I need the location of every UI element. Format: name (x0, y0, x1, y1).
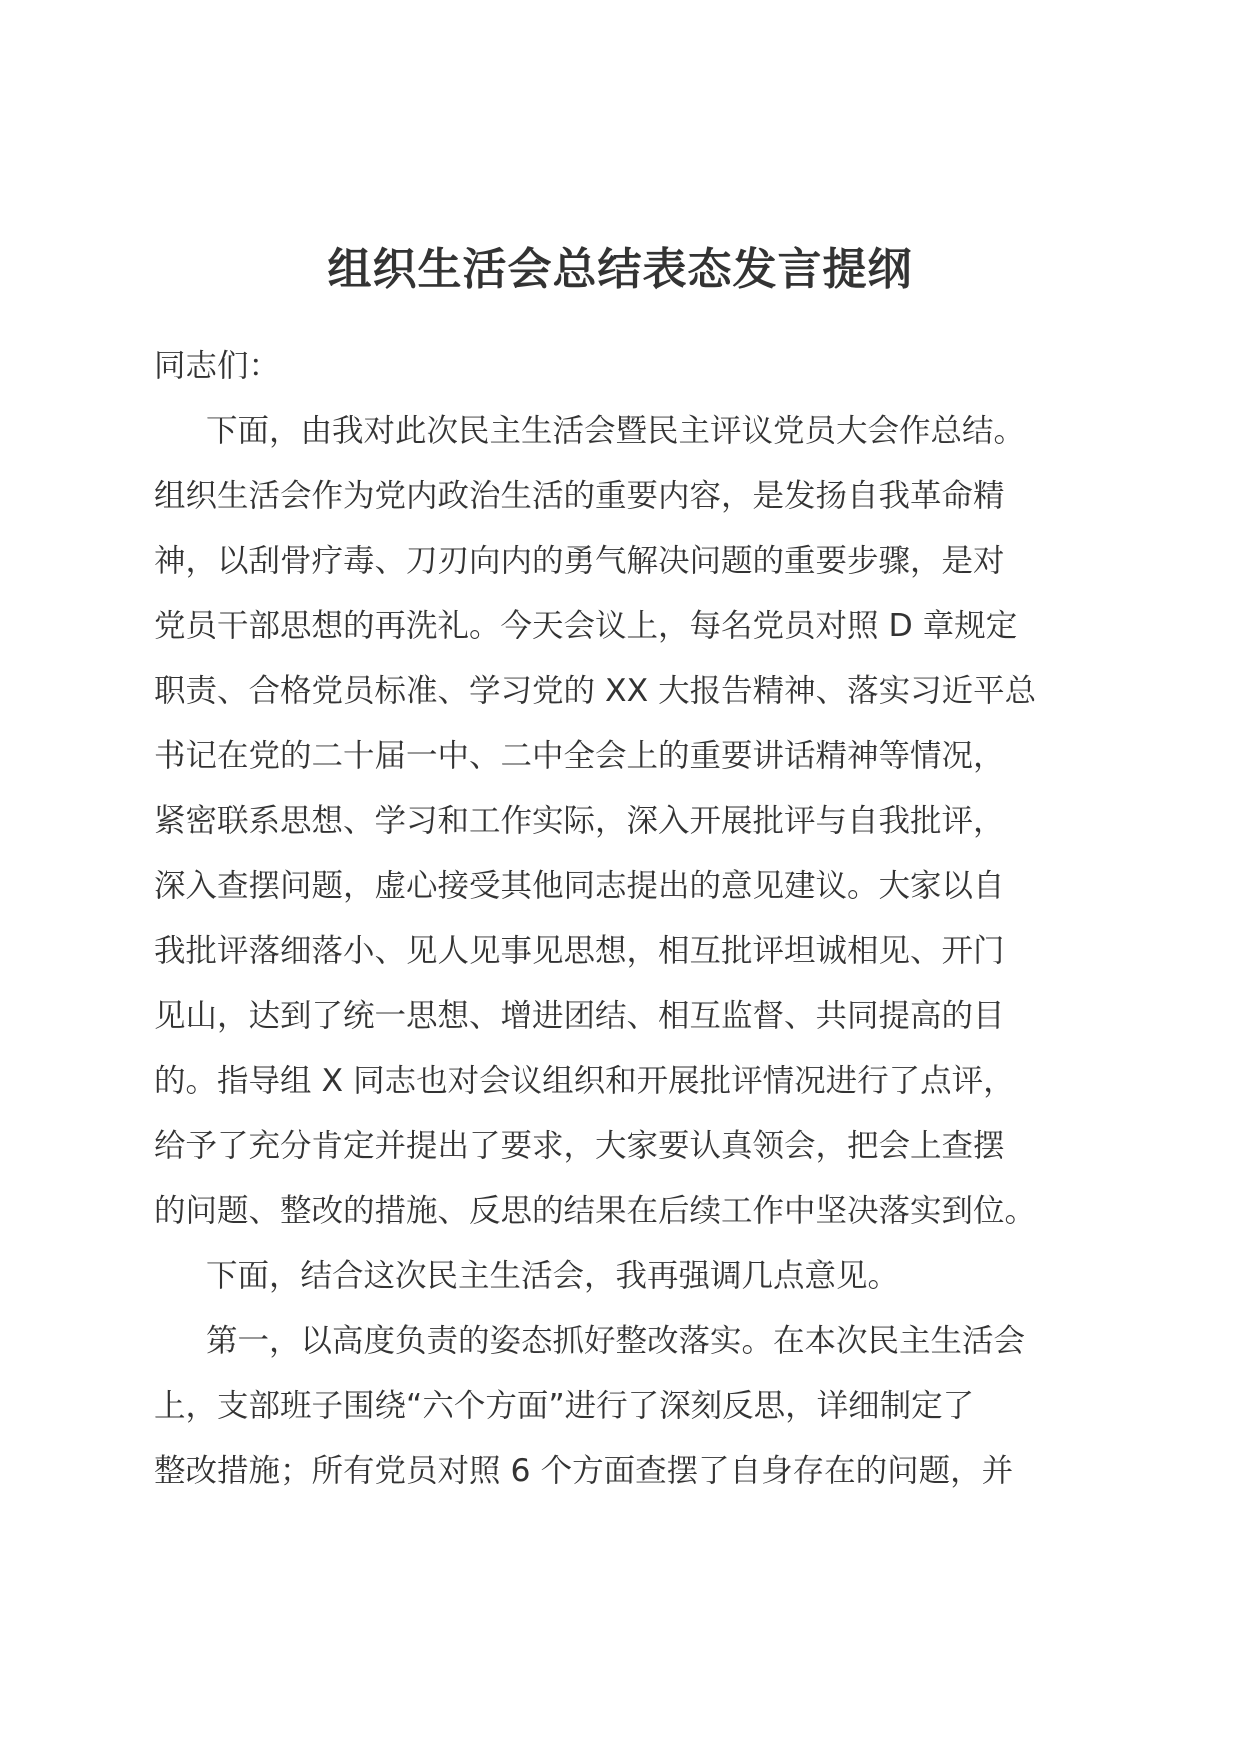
paragraph-line: 组织生活会作为党内政治生活的重要内容，是发扬自我革命精 (154, 478, 1005, 514)
paragraph-line: 给予了充分肯定并提出了要求，大家要认真领会，把会上查摆 (154, 1128, 1005, 1164)
paragraph-line: 第一，以高度负责的姿态抓好整改落实。在本次民主生活会 (206, 1323, 1026, 1359)
paragraph-line: 下面，由我对此次民主生活会暨民主评议党员大会作总结。 (206, 413, 1026, 449)
paragraph-line: 上，支部班子围绕“六个方面”进行了深刻反思，详细制定了 (154, 1388, 975, 1424)
paragraph-line: 下面，结合这次民主生活会，我再强调几点意见。 (206, 1258, 900, 1294)
document-body (154, 334, 1094, 1504)
paragraph-line: 的问题、整改的措施、反思的结果在后续工作中坚决落实到位。 (154, 1193, 1037, 1229)
paragraph-line: 深入查摆问题，虚心接受其他同志提出的意见建议。大家以自 (154, 868, 1005, 904)
paragraph-line: 整改措施；所有党员对照 6 个方面查摆了自身存在的问题，并 (154, 1453, 1014, 1489)
paragraph-line: 职责、合格党员标准、学习党的 XX 大报告精神、落实习近平总 (154, 673, 1037, 709)
paragraph-line: 的。指导组 X 同志也对会议组织和开展批评情况进行了点评， (154, 1063, 1015, 1099)
salutation-line: 同志们： (154, 348, 281, 384)
paragraph-line: 神，以刮骨疗毒、刀刃向内的勇气解决问题的重要步骤，是对 (154, 543, 1005, 579)
paragraph-line: 党员干部思想的再洗礼。今天会议上，每名党员对照 D 章规定 (154, 608, 1018, 644)
paragraph-line: 见山，达到了统一思想、增进团结、相互监督、共同提高的目 (154, 998, 1005, 1034)
paragraph-line: 紧密联系思想、学习和工作实际，深入开展批评与自我批评， (154, 803, 1005, 839)
document-title: 组织生活会总结表态发言提纲 (327, 244, 913, 295)
paragraph-line: 书记在党的二十届一中、二中全会上的重要讲话精神等情况， (154, 738, 1005, 774)
paragraph-line: 我批评落细落小、见人见事见思想，相互批评坦诚相见、开门 (154, 933, 1005, 969)
